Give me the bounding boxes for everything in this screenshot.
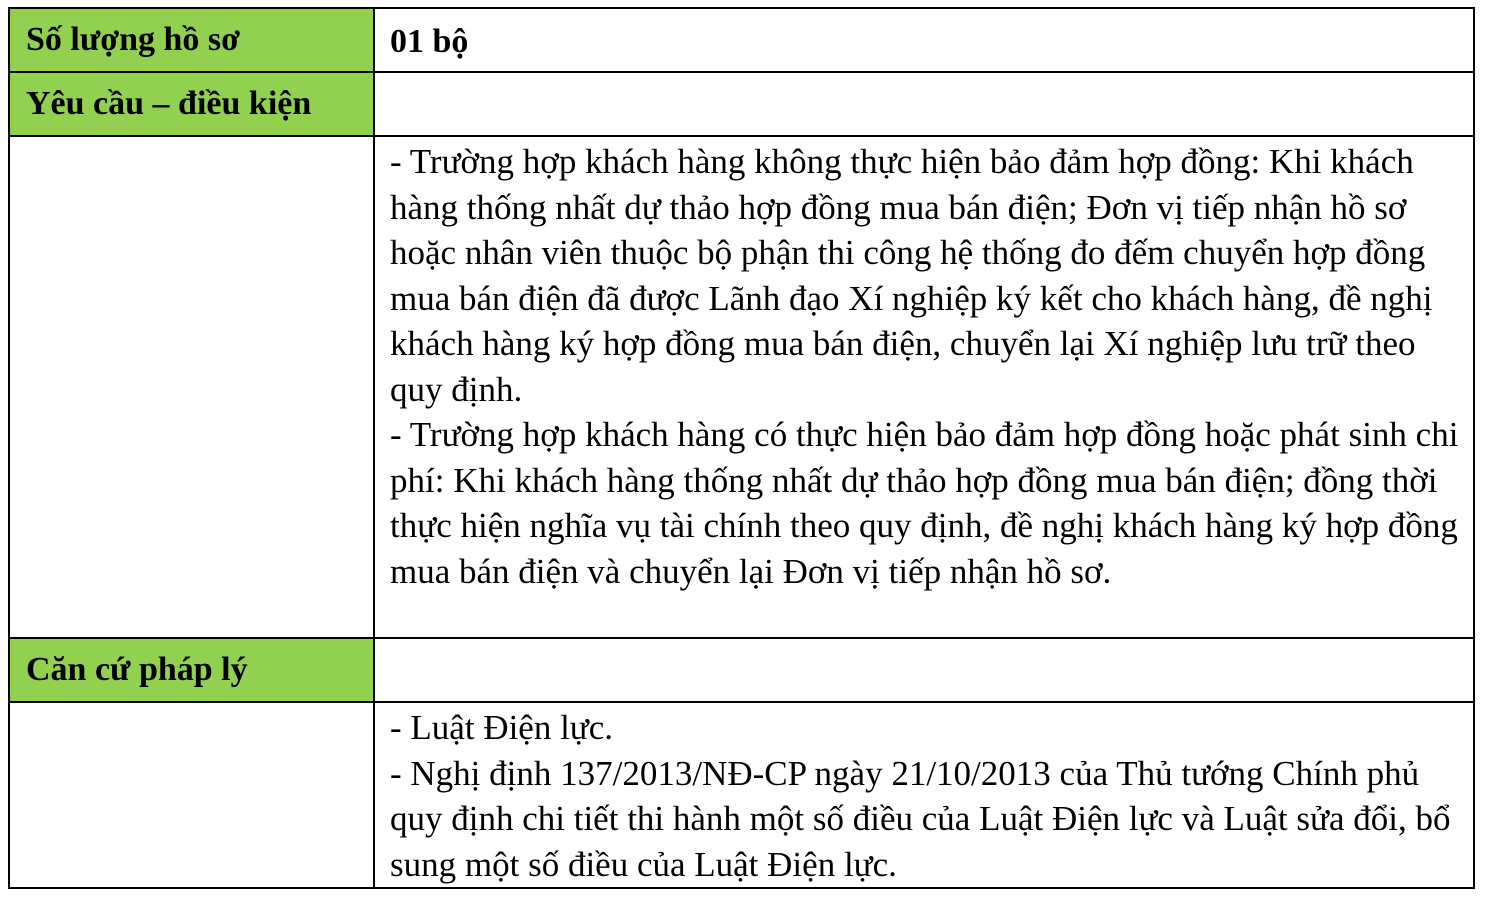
legal-header-empty-cell <box>374 638 1474 702</box>
legal-paragraph: - Nghị định 137/2013/NĐ-CP ngày 21/10/2013 của Thủ tướng Chính phủ quy định chi tiết thi hành một số điều của Luật Điện lực và Luật sửa đổi, bổ sung một số điều của Luật Điện lực. <box>390 753 1451 884</box>
requirements-paragraph: - Trường hợp khách hàng có thực hiện bảo đảm hợp đồng hoặc phát sinh chi phí: Khi khách hàng thống nhất dự thảo hợp đồng mua bán điện; đồng thời thực hiện nghĩa vụ tài chính theo quy định, đề nghị khách hàng ký hợp đồng mua bán điện và chuyển lại Đơn vị tiếp nhận hồ sơ. <box>390 415 1459 591</box>
quantity-row <box>9 8 1474 72</box>
legal-content-row <box>9 702 1474 888</box>
quantity-value: 01 bộ <box>374 8 1474 72</box>
requirements-content <box>374 136 1474 638</box>
legal-left-empty-cell <box>9 702 374 888</box>
legal-content <box>374 702 1474 888</box>
procedure-table <box>8 7 1475 889</box>
quantity-label: Số lượng hồ sơ <box>9 8 374 72</box>
legal-label: Căn cứ pháp lý <box>9 638 374 702</box>
legal-paragraph: - Luật Điện lực. <box>390 708 614 747</box>
requirements-label: Yêu cầu – điều kiện <box>9 72 374 136</box>
requirements-paragraph: - Trường hợp khách hàng không thực hiện bảo đảm hợp đồng: Khi khách hàng thống nhất dự thảo hợp đồng mua bán điện; Đơn vị tiếp nhận hồ sơ hoặc nhân viên thuộc bộ phận thi công hệ thống đo đếm chuyển hợp đồng mua bán điện đã được Lãnh đạo Xí nghiệp ký kết cho khách hàng, đề nghị khách hàng ký hợp đồng mua bán điện, chuyển lại Xí nghiệp lưu trữ theo quy định. <box>390 142 1433 409</box>
requirements-header-empty-cell <box>374 72 1474 136</box>
legal-header-row <box>9 638 1474 702</box>
requirements-left-empty-cell <box>9 136 374 638</box>
requirements-header-row <box>9 72 1474 136</box>
requirements-content-row <box>9 136 1474 638</box>
